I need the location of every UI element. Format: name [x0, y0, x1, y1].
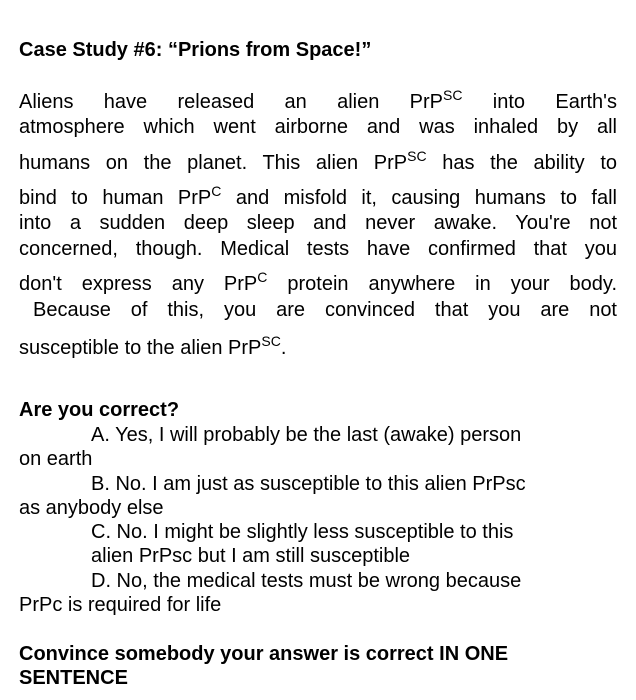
option-a-line-2: on earth — [19, 448, 93, 470]
option-c-line-2: alien PrPsc but I am still susceptible — [91, 545, 411, 567]
option-d-line-2: PrPc is required for life — [19, 594, 222, 616]
option-c-line-1: C. No. I might be slightly less susceptible to this — [91, 521, 514, 543]
paragraph-line-2: atmosphere which went airborne and was inhaled by all — [19, 116, 617, 138]
paragraph-line-8: Because of this, you are convinced that you are not — [33, 299, 617, 321]
paragraph-line-3: humans on the planet. This alien PrP$^{SC}$ has the ability to — [19, 148, 618, 174]
option-a-line-1: A. Yes, I will probably be the last (awake) person — [91, 424, 522, 446]
prompt-line-2: SENTENCE — [19, 667, 128, 689]
paragraph-line-1: Aliens have released an alien PrP$^{SC}$ into Earth's — [19, 87, 618, 113]
paragraph-line-5: into a sudden deep sleep and never awake. You're not — [19, 212, 617, 234]
option-d-line-1: D. No, the medical tests must be wrong because — [91, 570, 522, 592]
paragraph-line-7: don't express any PrP$^C$ protein anywhere in your body. — [19, 269, 617, 295]
question-heading: Are you correct? — [19, 399, 180, 421]
option-b-line-2: as anybody else — [19, 497, 164, 519]
paragraph-line-4: bind to human PrP$^C$ and misfold it, causing humans to fall — [19, 183, 617, 209]
case-study-title: Case Study #6: “Prions from Space!” — [19, 39, 372, 61]
option-b-line-1: B. No. I am just as susceptible to this alien PrPsc — [91, 473, 526, 495]
paragraph-line-6: concerned, though. Medical tests have confirmed that you — [19, 238, 617, 260]
paragraph-line-9: susceptible to the alien PrP$^{SC}$. — [19, 333, 287, 359]
prompt-line-1: Convince somebody your answer is correct IN ONE — [19, 643, 509, 665]
